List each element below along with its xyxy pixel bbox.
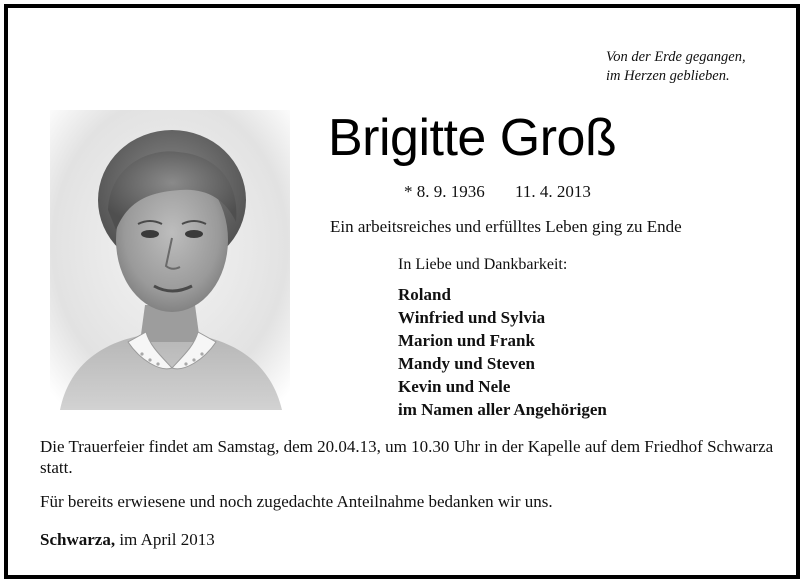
notice-date: im April 2013 bbox=[115, 530, 215, 549]
motto-line-2: im Herzen geblieben. bbox=[606, 68, 730, 84]
mourner-name: Kevin und Nele bbox=[398, 377, 511, 396]
deceased-name: Brigitte Groß bbox=[328, 109, 617, 167]
death-date: 11. 4. 2013 bbox=[515, 182, 591, 201]
mourner-name: Marion und Frank bbox=[398, 331, 535, 350]
birth-date: * 8. 9. 1936 bbox=[404, 182, 485, 201]
motto bbox=[606, 48, 746, 86]
portrait-photo bbox=[50, 110, 290, 410]
mourner-name: Roland bbox=[398, 285, 451, 304]
mourner-name: im Namen aller Angehörigen bbox=[398, 400, 607, 419]
life-line: Ein arbeitsreiches und erfülltes Leben ging zu Ende bbox=[330, 217, 682, 236]
funeral-notice: Die Trauerfeier findet am Samstag, dem 20.04.13, um 10.30 Uhr in der Kapelle auf dem Friedhof Schwarza statt. bbox=[40, 437, 774, 477]
obituary-frame bbox=[4, 4, 800, 579]
place-date bbox=[40, 530, 215, 550]
mourner-name: Winfried und Sylvia bbox=[398, 308, 546, 327]
place-name: Schwarza, bbox=[40, 530, 116, 549]
motto-line-1: Von der Erde gegangen, bbox=[606, 49, 746, 65]
thanks-text: Für bereits erwiesene und noch zugedachte Anteilnahme bedanken wir uns. bbox=[40, 492, 553, 511]
mourners-intro: In Liebe und Dankbarkeit: bbox=[398, 256, 568, 273]
mourner-name: Mandy und Steven bbox=[398, 354, 535, 373]
mourners-list bbox=[398, 283, 607, 421]
life-dates bbox=[404, 182, 591, 202]
